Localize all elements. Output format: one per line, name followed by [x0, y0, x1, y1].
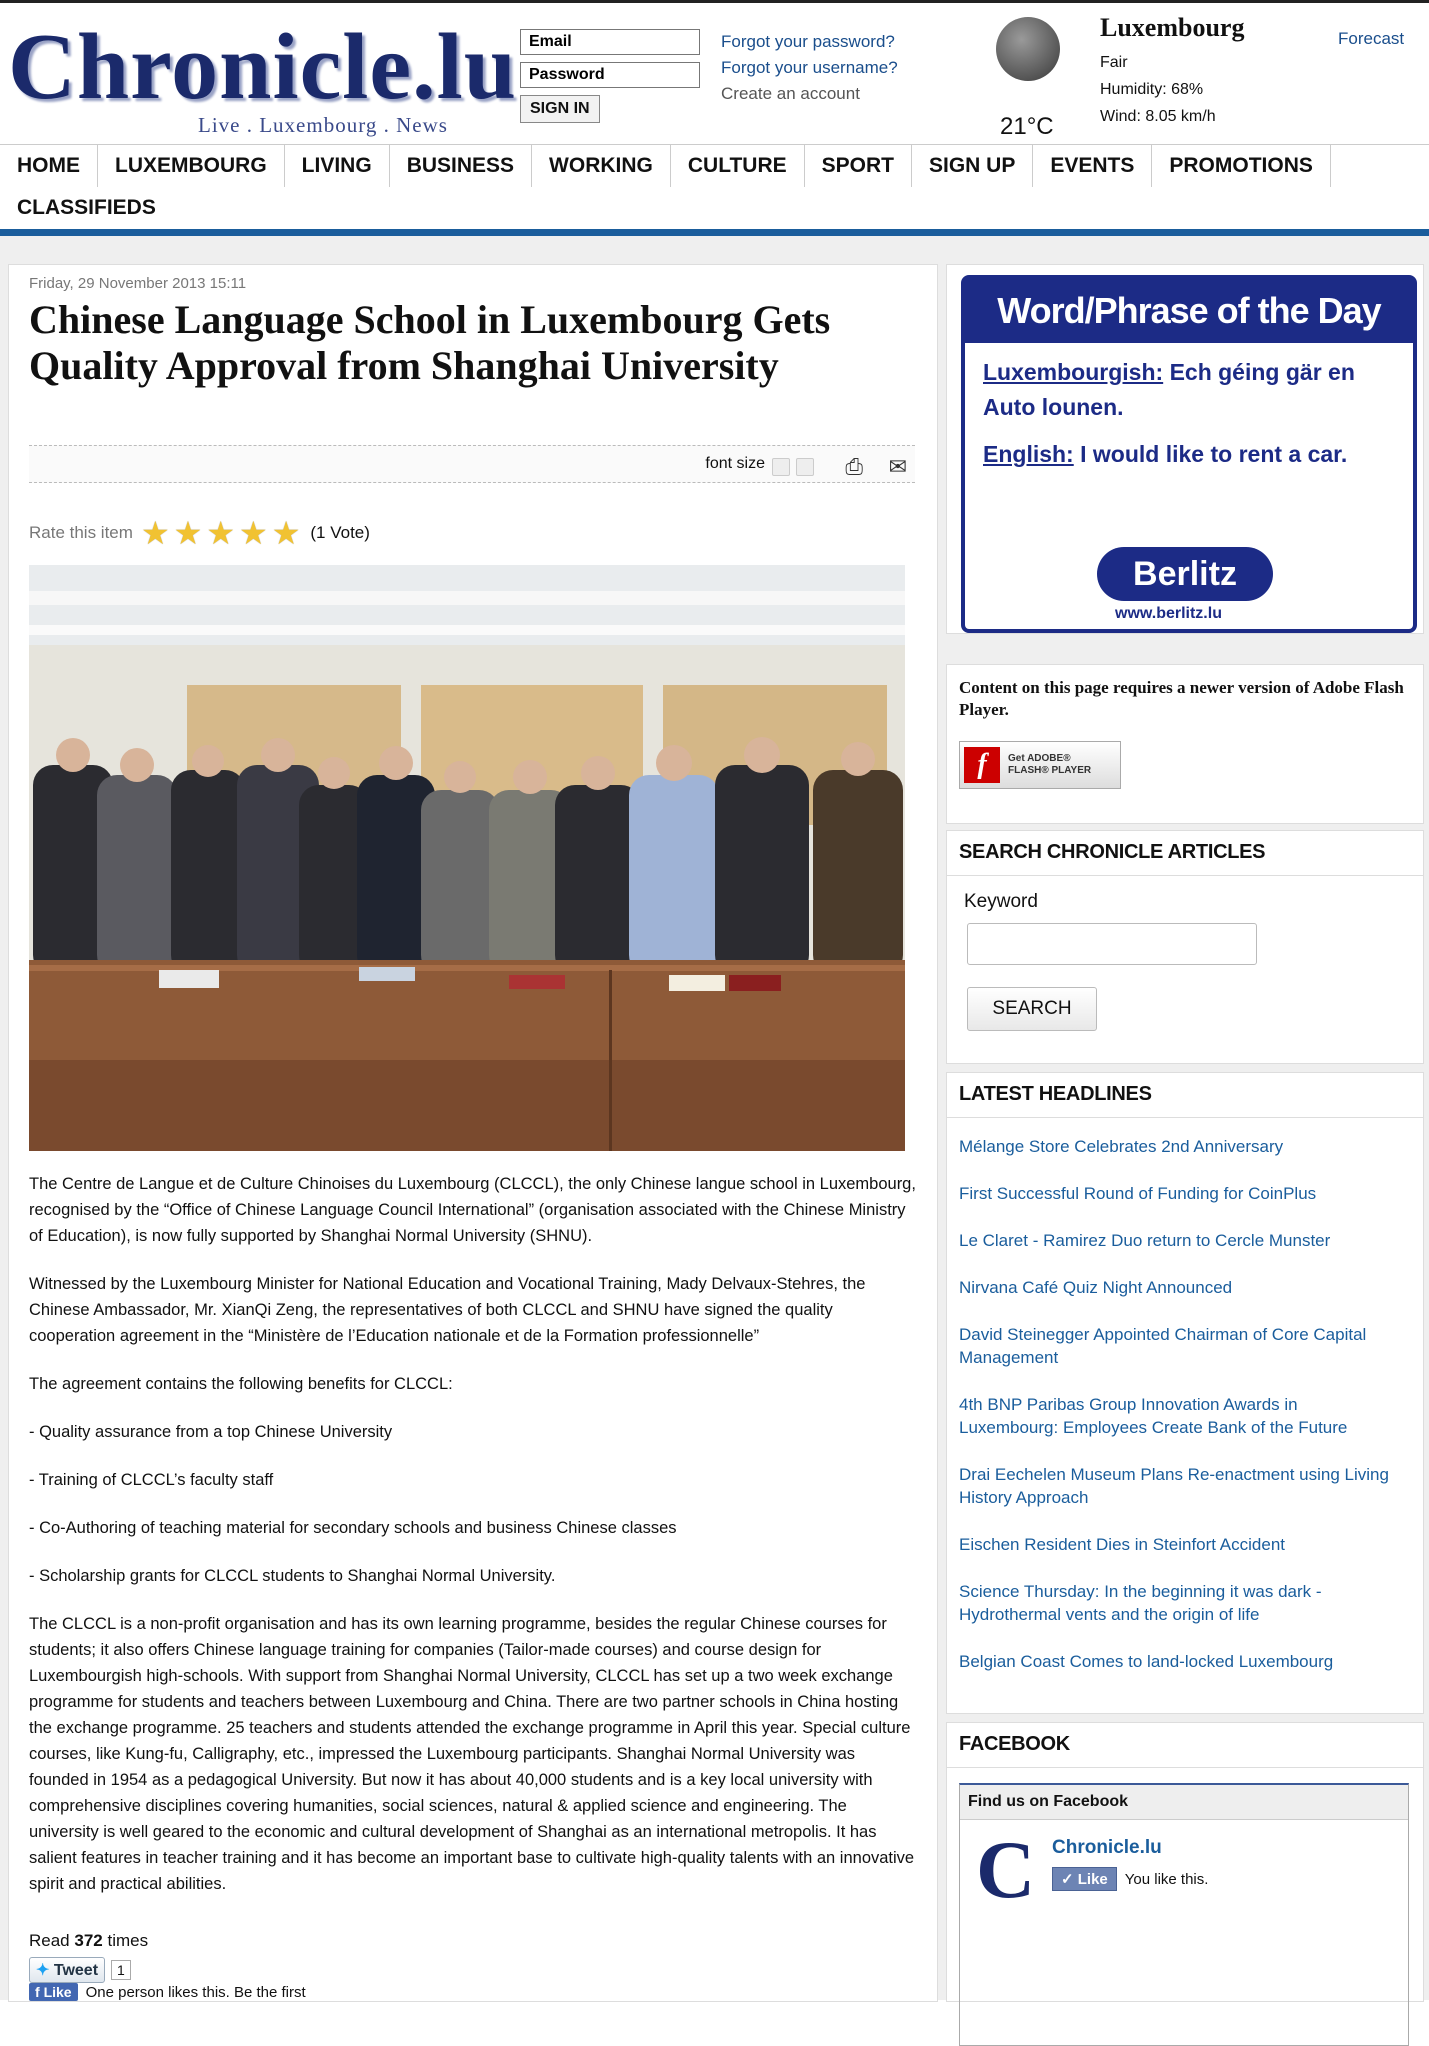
article-date: Friday, 29 November 2013 15:11 [29, 275, 247, 292]
headline-link[interactable]: Belgian Coast Comes to land-locked Luxembourg [959, 1652, 1334, 1671]
tweet-label: Tweet [53, 1962, 99, 1979]
star-icon[interactable]: ★ [239, 515, 268, 551]
search-title: SEARCH CHRONICLE ARTICLES [959, 841, 1266, 863]
flash-logo-icon: f [964, 747, 1000, 783]
headline-link[interactable]: Le Claret - Ramirez Duo return to Cercle Munster [959, 1231, 1331, 1250]
forecast-link[interactable]: Forecast [1338, 29, 1405, 48]
facebook-page-name[interactable]: Chronicle.lu [1052, 1837, 1162, 1858]
star-icon[interactable]: ★ [140, 515, 170, 551]
font-size-label: font size [705, 455, 765, 472]
weather-condition: Fair [1100, 54, 1128, 71]
star-icon[interactable]: ★ [206, 515, 235, 551]
section-divider [947, 1767, 1423, 1768]
read-count-line [29, 1931, 148, 1951]
weather-city: Luxembourg [1100, 13, 1245, 42]
flash-panel [946, 664, 1424, 824]
article-paragraph: - Scholarship grants for CLCCL students to Shanghai Normal University. [29, 1567, 556, 1585]
tweet-widget [29, 1957, 131, 1983]
wotd-en-text: I would like to rent a car. [1080, 441, 1348, 467]
article-paragraph: The agreement contains the following benefits for CLCCL: [29, 1375, 453, 1393]
berlitz-url: www.berlitz.lu [1115, 605, 1222, 622]
account-links [721, 29, 898, 107]
article [8, 264, 938, 2002]
rating-stars [141, 517, 304, 549]
rating-row [29, 517, 370, 549]
headlines-title: LATEST HEADLINES [959, 1083, 1152, 1105]
print-icon[interactable]: ⎙ [845, 454, 863, 479]
wotd-title: Word/Phrase of the Day [965, 279, 1413, 343]
create-account-link[interactable]: Create an account [721, 84, 860, 103]
nav-row-2 [0, 187, 173, 229]
headline-link[interactable]: 4th BNP Paribas Group Innovation Awards in Luxembourg: Employees Create Bank of the Future [959, 1395, 1348, 1437]
headline-link[interactable]: Nirvana Café Quiz Night Announced [959, 1278, 1233, 1297]
email-field[interactable] [520, 29, 700, 55]
article-paragraph: - Quality assurance from a top Chinese University [29, 1423, 393, 1441]
nav-item-business[interactable]: BUSINESS [390, 145, 532, 187]
vote-count: (1 Vote) [310, 523, 370, 542]
article-photo [29, 565, 905, 1151]
keyword-label: Keyword [964, 891, 1038, 912]
facebook-page-like-button[interactable]: ✓ Like [1052, 1867, 1117, 1891]
article-tools [29, 445, 915, 483]
fb-page-like-text: You like this. [1124, 1870, 1209, 1888]
article-paragraph: - Co-Authoring of teaching material for secondary schools and business Chinese classes [29, 1519, 677, 1537]
search-panel [946, 830, 1424, 1064]
headline-link[interactable]: David Steinegger Appointed Chairman of Core Capital Management [959, 1325, 1367, 1367]
article-paragraph: The Centre de Langue et de Culture Chinoises du Luxembourg (CLCCL), the only Chinese langue school in Luxembourg, recognised by the “Office of Chinese Language Council International” (organisation associated with the Chinese Ministry of Education), is now fully supported by Shanghai Normal University (SHNU). [29, 1175, 916, 1245]
section-divider [947, 875, 1423, 876]
headline-link[interactable]: First Successful Round of Funding for CoinPlus [959, 1184, 1317, 1203]
star-icon[interactable]: ★ [173, 515, 203, 551]
nav-item-sport[interactable]: SPORT [805, 145, 912, 187]
font-increase-button[interactable] [796, 458, 814, 476]
tweet-count: 1 [111, 1960, 131, 1980]
facebook-title: FACEBOOK [959, 1733, 1070, 1755]
section-divider [947, 1117, 1423, 1118]
tweet-button[interactable] [29, 1957, 105, 1983]
weather-wind: Wind: 8.05 km/h [1100, 108, 1216, 125]
nav-item-promotions[interactable]: PROMOTIONS [1152, 145, 1331, 187]
headline-link[interactable]: Eischen Resident Dies in Steinfort Accident [959, 1535, 1286, 1554]
wotd-luxembourgish [965, 355, 1413, 425]
nav-item-living[interactable]: LIVING [285, 145, 390, 187]
chronicle-c-logo-icon: C [976, 1824, 1036, 1915]
keyword-input[interactable] [967, 923, 1257, 965]
flash-message: Content on this page requires a newer version of Adobe Flash Player. [959, 678, 1404, 719]
headlines-list [959, 1135, 1399, 1697]
fb-like-text: One person likes this. Be the first [85, 1983, 306, 2001]
nav-item-classifieds[interactable]: CLASSIFIEDS [17, 196, 156, 219]
article-paragraph: Witnessed by the Luxembourg Minister for National Education and Vocational Training, Mady Delvaux-Stehres, the Chinese Ambassador, Mr. XianQi Zeng, the representatives of both CLCCL and SHNU have signed the quality cooperation agreement in the “Ministère de l’Education nationale et de la Formation professionnelle” [29, 1275, 866, 1345]
photo-illustration [29, 565, 905, 1151]
nav-item-home[interactable]: HOME [0, 145, 98, 187]
wotd-english [965, 437, 1413, 472]
font-decrease-button[interactable] [772, 458, 790, 476]
site-header [0, 3, 1429, 140]
read-count: 372 [74, 1931, 103, 1950]
rate-label: Rate this item [29, 523, 133, 542]
get-flash-button[interactable] [959, 741, 1121, 789]
sign-in-button[interactable]: SIGN IN [520, 95, 600, 123]
twitter-bird-icon: ✦ [36, 1962, 50, 1979]
fb-like-label: Like [43, 1984, 72, 2000]
star-icon[interactable]: ★ [271, 515, 301, 551]
facebook-like-widget [29, 1983, 306, 2001]
weather-moon-icon [996, 17, 1060, 81]
word-of-the-day-box[interactable] [961, 275, 1417, 633]
headline-link[interactable]: Drai Eechelen Museum Plans Re-enactment using Living History Approach [959, 1465, 1389, 1507]
wotd-lux-label: Luxembourgish: [983, 359, 1164, 385]
login-form [520, 29, 700, 123]
nav-item-events[interactable]: EVENTS [1033, 145, 1152, 187]
weather-temperature: 21°C [1000, 113, 1054, 140]
facebook-f-icon: f [35, 1984, 40, 2000]
nav-row-1 [0, 145, 1331, 187]
headline-link[interactable]: Science Thursday: In the beginning it was dark - Hydrothermal vents and the origin of life [959, 1582, 1322, 1624]
flash-button-line2: FLASH® PLAYER [1008, 765, 1092, 776]
nav-underline [0, 229, 1429, 236]
article-paragraph: The CLCCL is a non-profit organisation and has its own learning programme, besides the regular Chinese courses for students; it also offers Chinese language training for companies (Tailor-made courses) and course design for Luxembourgish high-schools. With support from Shanghai Normal University, CLCCL has set up a two week exchange programme for students and teachers between Luxembourg and China. There are two partner schools in China hosting the exchange programme. 25 teachers and students attended the exchange programme in April this year. Special culture courses, like Kung-fu, Calligraphy, etc., impressed the Luxembourg participants. Shanghai Normal University was founded in 1954 as a pedagogical University. But now it has about 40,000 students and is a key local university with comprehensive disciplines covering humanities, social sciences, natural & applied science and engineering. The university is well geared to the economic and cultural development of Shanghai as an international metropolis. It has salient features in teacher training and it has become an important base to cultivate high-quality talents with an innovative spirit and practical abilities. [29, 1615, 915, 1893]
word-of-the-day-panel [946, 264, 1424, 634]
find-us-on-facebook: Find us on Facebook [960, 1785, 1408, 1820]
article-title: Chinese Language School in Luxembourg Gets Quality Approval from Shanghai University [29, 297, 831, 388]
nav-item-luxembourg[interactable]: LUXEMBOURG [98, 145, 285, 187]
forgot-username-link[interactable]: Forgot your username? [721, 58, 898, 77]
wotd-lux-text: Ech géing gär en Auto lounen. [983, 359, 1355, 420]
facebook-like-button[interactable] [29, 1983, 78, 2001]
logo-text: Chronicle.lu [8, 15, 518, 119]
facebook-like-row [1052, 1867, 1208, 1891]
password-field[interactable] [520, 62, 700, 88]
nav-item-culture[interactable]: CULTURE [671, 145, 805, 187]
read-prefix: Read [29, 1931, 70, 1950]
forgot-password-link[interactable]: Forgot your password? [721, 32, 895, 51]
site-logo[interactable] [8, 15, 518, 137]
weather-humidity: Humidity: 68% [1100, 81, 1204, 98]
article-paragraph: - Training of CLCCL’s faculty staff [29, 1471, 274, 1489]
wotd-en-label: English: [983, 441, 1074, 467]
fb-page-like-label: Like [1077, 1871, 1108, 1888]
read-suffix: times [107, 1931, 149, 1950]
berlitz-logo: Berlitz [1097, 547, 1273, 601]
main-nav [0, 144, 1429, 235]
search-button[interactable]: SEARCH [967, 987, 1097, 1031]
email-icon[interactable]: ✉ [888, 454, 907, 479]
headline-link[interactable]: Mélange Store Celebrates 2nd Anniversary [959, 1137, 1284, 1156]
latest-headlines-panel [946, 1072, 1424, 1714]
logo-tagline: Live . Luxembourg . News [198, 113, 448, 137]
weather-widget [1100, 13, 1244, 130]
facebook-panel [946, 1722, 1424, 2002]
nav-item-working[interactable]: WORKING [532, 145, 671, 187]
nav-item-sign-up[interactable]: SIGN UP [912, 145, 1033, 187]
article-body [29, 1171, 919, 1919]
facebook-page-box [959, 1783, 1409, 2046]
flash-button-line1: Get ADOBE® [1008, 753, 1071, 764]
